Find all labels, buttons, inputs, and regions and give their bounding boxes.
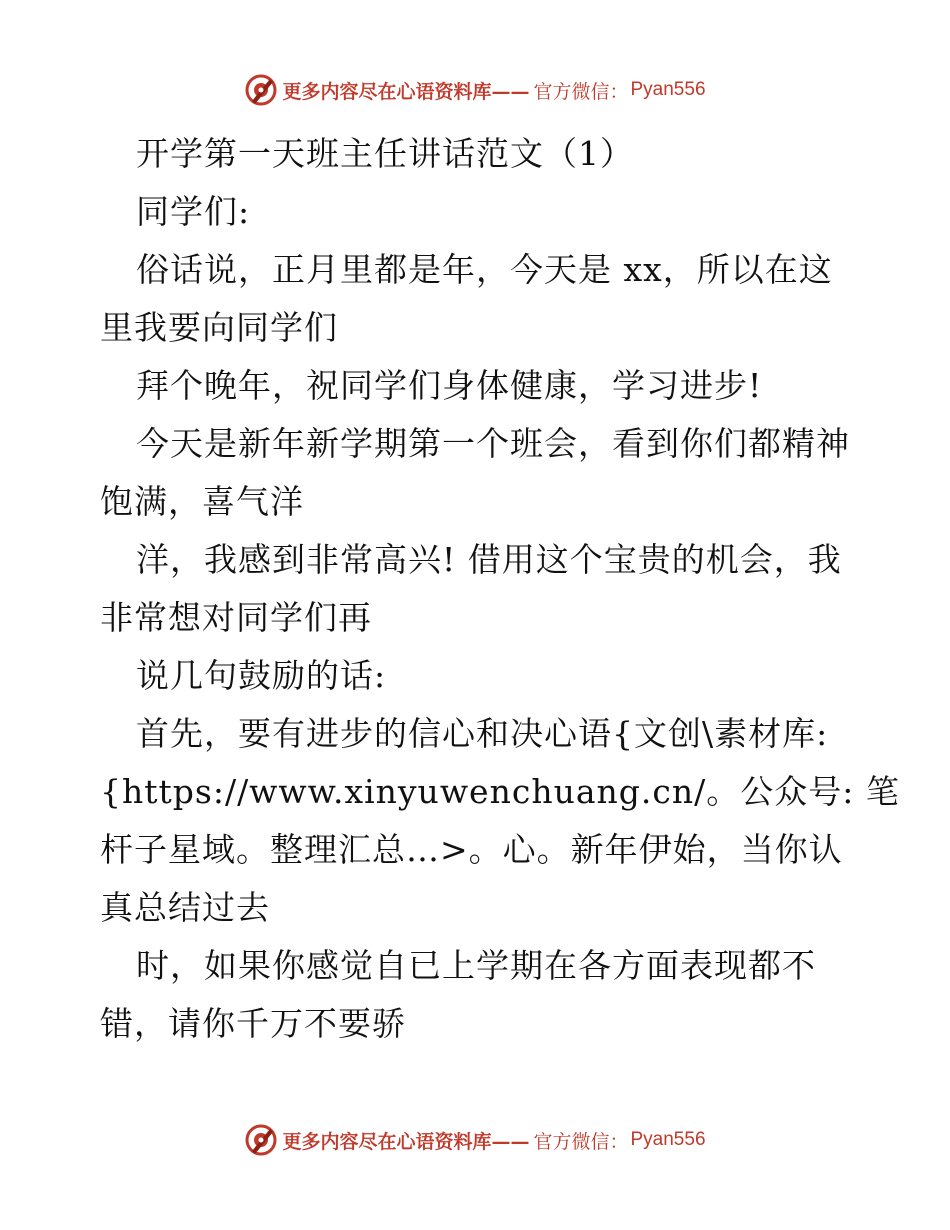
doc-line: 拜个晚年，祝同学们身体健康，学习进步! [136, 366, 763, 405]
header-site-text: 更多内容尽在心语资料库—— [282, 80, 530, 103]
document-body [100, 125, 900, 1053]
doc-line: 说几句鼓励的话: [136, 656, 387, 695]
pen-logo-icon [244, 73, 278, 107]
doc-line: 今天是新年新学期第一个班会，看到你们都精神 [136, 424, 850, 463]
doc-line: 时，如果你感觉自已上学期在各方面表现都不 [136, 946, 816, 985]
pen-logo-icon [244, 1123, 278, 1157]
doc-line: {https://www.xinyuwenchuang.cn/。公众号: 笔 [100, 772, 900, 811]
doc-line: 里我要向同学们 [100, 308, 338, 347]
doc-line: 洋，我感到非常高兴! 借用这个宝贵的机会，我 [136, 540, 842, 579]
doc-line: 真总结过去 [100, 888, 270, 927]
footer-wechat-id: Pyan556 [630, 1129, 706, 1150]
footer-site-text: 更多内容尽在心语资料库—— [282, 1130, 530, 1153]
doc-line: 非常想对同学们再 [100, 598, 372, 637]
doc-line: 开学第一天班主任讲话范文（1） [136, 134, 634, 173]
header-banner [0, 70, 950, 110]
doc-line: 俗话说，正月里都是年，今天是 xx，所以在这 [136, 250, 833, 289]
doc-line: 杆子星域。整理汇总…>。心。新年伊始，当你认 [100, 830, 843, 869]
header-wechat-label: 官方微信： [533, 80, 629, 103]
footer-banner [0, 1120, 950, 1160]
footer-wechat-label: 官方微信： [533, 1130, 629, 1153]
header-wechat-id: Pyan556 [630, 79, 706, 100]
doc-line: 首先，要有进步的信心和决心语{文创\素材库: [136, 714, 829, 753]
doc-line: 饱满，喜气洋 [100, 482, 304, 521]
doc-line: 同学们: [136, 192, 251, 231]
doc-line: 错，请你千万不要骄 [100, 1004, 406, 1043]
